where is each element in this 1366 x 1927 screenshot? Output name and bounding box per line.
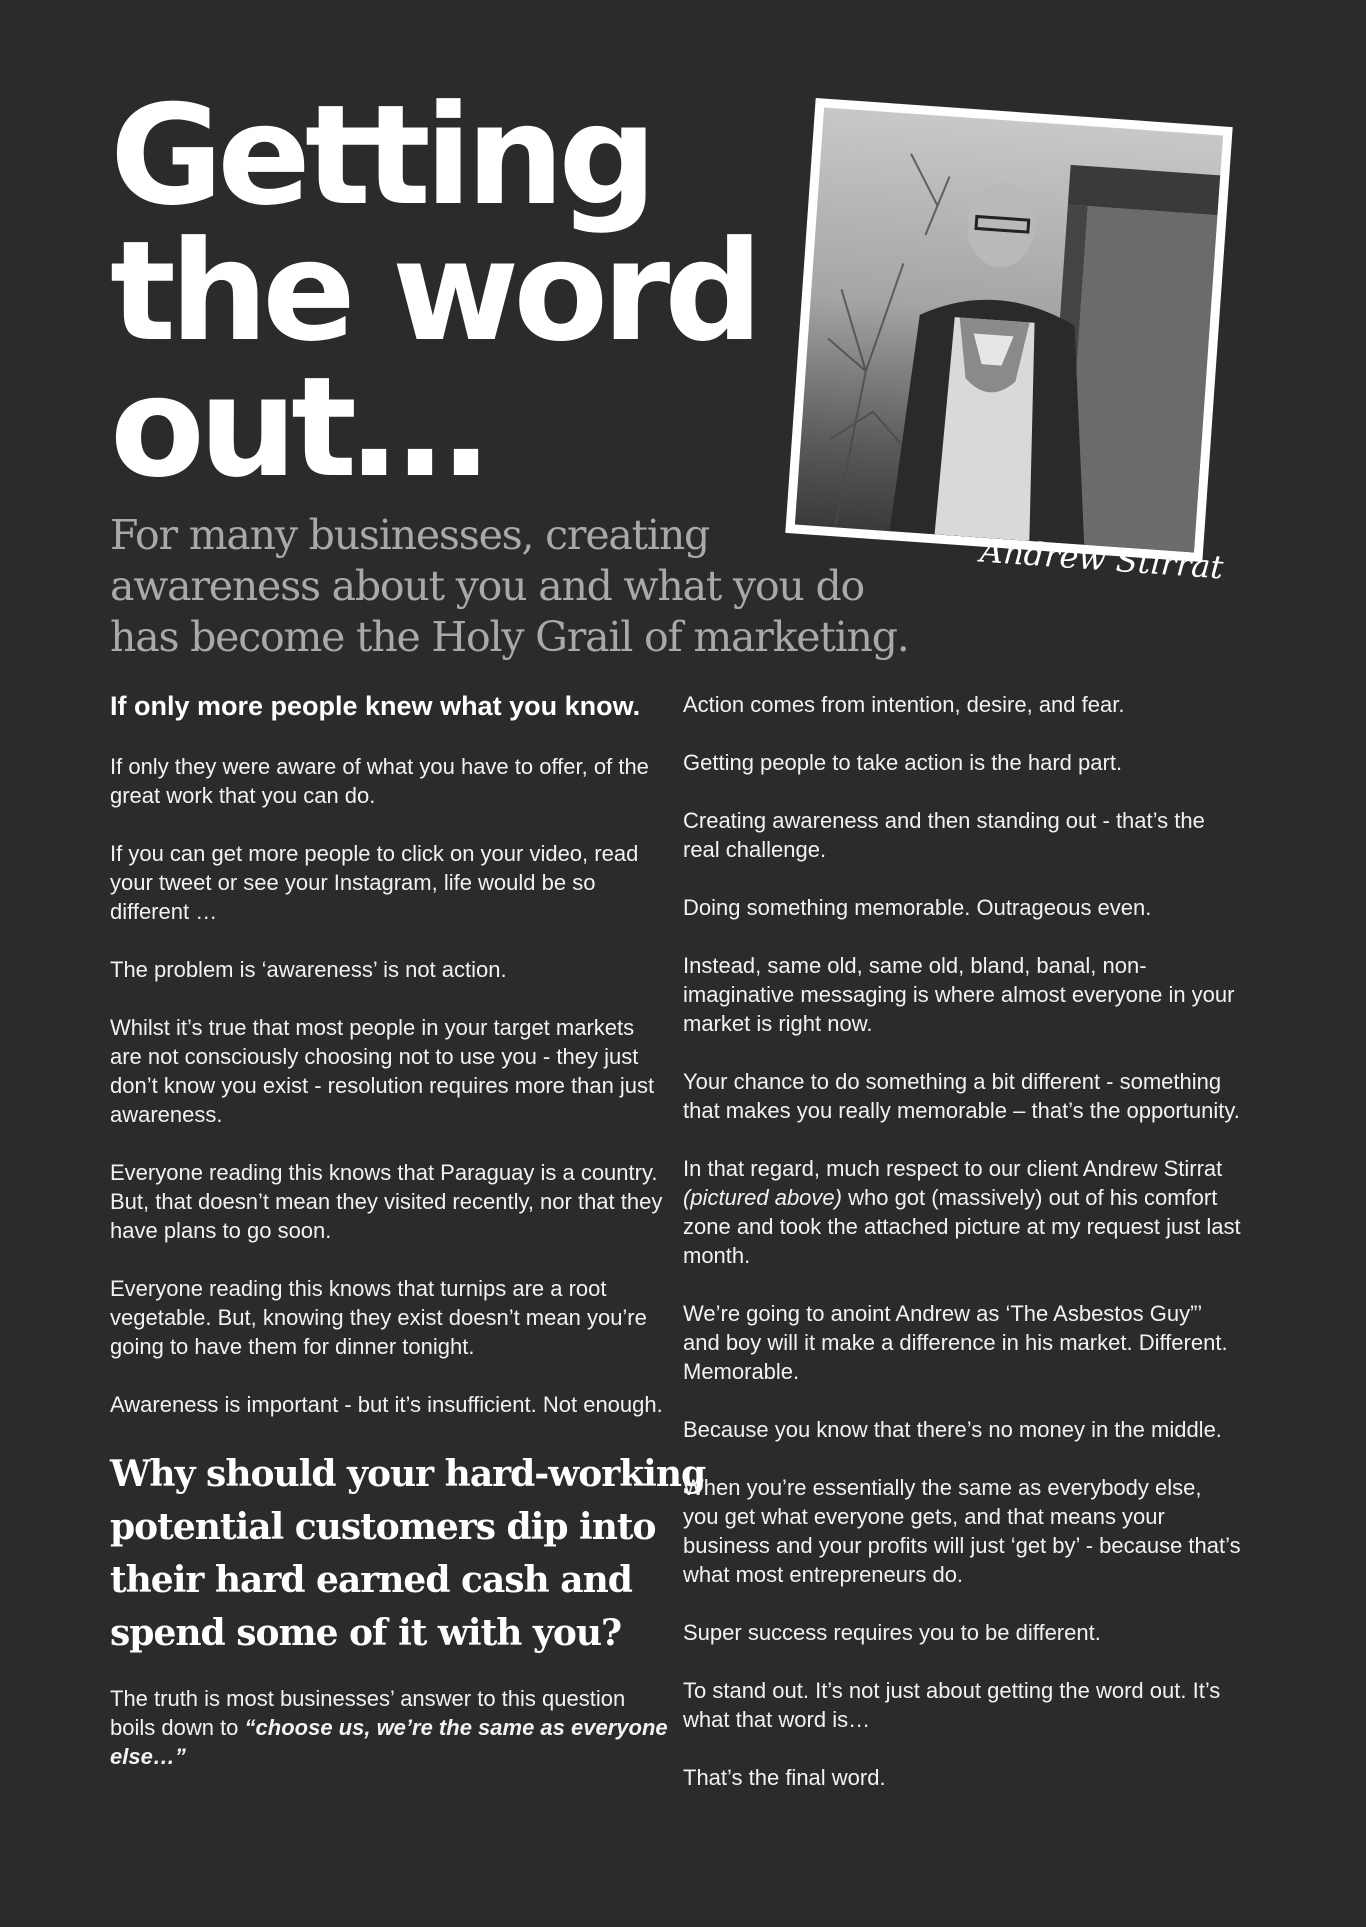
subheading-line: awareness about you and what you do — [110, 562, 864, 610]
lead-text: If only more people knew what you know. — [110, 691, 641, 721]
question-line: spend some of it with you? — [110, 1612, 622, 1654]
left-column — [110, 690, 706, 1800]
stirrat-text-end: who got (massively) out of his comfort zone and took the attached picture at my request just last month. — [683, 1185, 1241, 1268]
paragraph: Everyone reading this knows that Paraguay is a country. But, that doesn’t mean they visited recently, nor that they have plans to go soon. — [110, 1160, 663, 1243]
subheading-line: has become the Holy Grail of marketing. — [110, 613, 909, 661]
photo-caption: Andrew Stirrat — [978, 531, 1225, 587]
paragraph: The problem is ‘awareness’ is not action. — [110, 957, 507, 982]
paragraph: Your chance to do something a bit different - something that makes you really memorable – that’s the opportunity. — [683, 1069, 1240, 1123]
photo-andrew-superman — [795, 108, 1223, 553]
polaroid-photo — [785, 98, 1232, 562]
question-heading — [110, 1448, 706, 1660]
subheading-line: For many businesses, creating — [110, 511, 710, 559]
paragraph: Creating awareness and then standing out - that’s the real challenge. — [683, 808, 1205, 862]
headline-line: the word — [110, 211, 757, 372]
paragraph: Awareness is important - but it’s insufficient. Not enough. — [110, 1392, 663, 1417]
stirrat-text: In that regard, much respect to our client Andrew Stirrat — [683, 1156, 1223, 1181]
closing-paragraph — [110, 1684, 670, 1771]
paragraph: We’re going to anoint Andrew as ‘The Asbestos Guy”’ and boy will it make a difference in his market. Different. Memorable. — [683, 1301, 1228, 1384]
paragraph: Action comes from intention, desire, and fear. — [683, 692, 1125, 717]
paragraph: If you can get more people to click on your video, read your tweet or see your Instagram, life would be so different … — [110, 841, 639, 924]
paragraph: That’s the final word. — [683, 1765, 886, 1790]
paragraph: When you’re essentially the same as everybody else, you get what everyone gets, and that means your business and your profits will just ‘get by’ - because that’s what most entrepreneurs do. — [683, 1475, 1241, 1587]
closing-quote: “choose us, we’re the same as everyone else…” — [110, 1715, 668, 1769]
headline-line: out… — [110, 347, 484, 508]
photo-illustration — [795, 108, 1223, 553]
headline — [110, 75, 810, 508]
right-column — [683, 690, 1243, 1821]
question-line: their hard earned cash and — [110, 1559, 632, 1601]
paragraph: Instead, same old, same old, bland, banal, non-imaginative messaging is where almost everyone in your market is right now. — [683, 953, 1235, 1036]
paragraph: Getting people to take action is the hard part. — [683, 750, 1123, 775]
question-line: Why should your hard-working — [110, 1453, 706, 1495]
stirrat-italic: (pictured above) — [683, 1185, 842, 1210]
paragraph: Because you know that there’s no money in the middle. — [683, 1417, 1222, 1442]
paragraph-stirrat — [683, 1154, 1243, 1270]
paragraph: Whilst it’s true that most people in your target markets are not consciously choosing not to use you - they just don’t know you exist - resolution requires more than just awareness. — [110, 1015, 655, 1127]
closing-text: The truth is most businesses’ answer to this question boils down to — [110, 1686, 626, 1740]
headline-line: Getting — [110, 75, 652, 236]
question-line: potential customers dip into — [110, 1506, 656, 1548]
paragraph: Doing something memorable. Outrageous even. — [683, 895, 1152, 920]
paragraph: Super success requires you to be different. — [683, 1620, 1101, 1645]
paragraph: To stand out. It’s not just about getting the word out. It’s what that word is… — [683, 1678, 1221, 1732]
paragraph: If only they were aware of what you have to offer, of the great work that you can do. — [110, 754, 649, 808]
paragraph: Everyone reading this knows that turnips are a root vegetable. But, knowing they exist doesn’t mean you’re going to have them for dinner tonight. — [110, 1276, 647, 1359]
